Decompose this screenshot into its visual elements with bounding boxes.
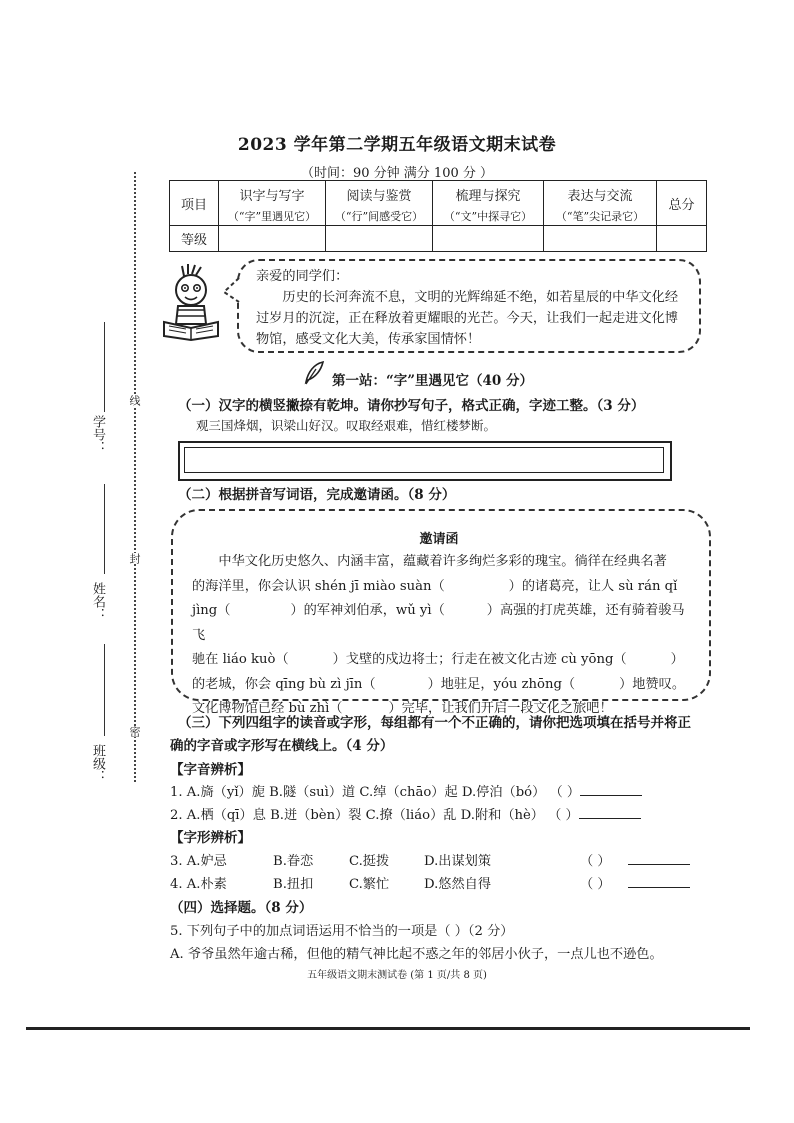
invite-text: ） — [670, 652, 684, 667]
q3-r4-b: B.扭扣 — [273, 877, 314, 892]
grade-cell-reading[interactable] — [326, 226, 433, 252]
invite-text: 文化博物馆已经 bù zhì（ — [192, 701, 343, 716]
seal-char-xian: 线 — [128, 395, 141, 406]
q3-r4-c: C.繁忙 — [349, 877, 390, 892]
score-table — [169, 180, 707, 252]
name-field[interactable] — [104, 484, 105, 574]
q5-option-a: A. 爷爷虽然年逾古稀，但他的精气神比起不惑之年的邻居小伙子，一点儿也不逊色。 — [170, 947, 663, 962]
q3-row-2 — [170, 804, 641, 823]
invitation-title: 邀请函 — [419, 532, 459, 547]
q3-row1-answer-line[interactable] — [580, 783, 642, 796]
table-header-literacy: 识字与写字 — [219, 181, 326, 208]
name-label: 姓名： — [90, 582, 105, 621]
seal-char-feng: 封 — [128, 553, 141, 564]
invite-text: ）完毕，让我们开启一段文化之旅吧！ — [388, 701, 613, 716]
invite-text: jìng（ — [192, 603, 231, 618]
grade-cell-literacy[interactable] — [219, 226, 326, 252]
invite-line — [192, 648, 692, 673]
copy-writing-area[interactable] — [184, 447, 664, 473]
invite-text: ）地驻足，yóu zhōng（ — [427, 676, 576, 692]
q3-r3-d: D.出谋划策 — [424, 854, 492, 869]
q3-heading-line1: （三）下列四组字的读音或字形，每组都有一个不正确的，请你把选项填在括号并将正 — [178, 715, 691, 731]
q3-row4-answer-line[interactable] — [628, 875, 690, 888]
table-header-reading: 阅读与鉴赏 — [326, 181, 433, 208]
exam-subtitle: （时间：90 分钟 满分 100 分 ） — [300, 166, 494, 181]
q3-r3-a: 3. A.妒忌 — [170, 854, 227, 869]
q1-sentence: 观三国烽烟，识梁山好汉。叹取经艰难，惜红楼梦断。 — [196, 418, 497, 433]
invite-text: 的老城，你会 qīng bù zì jīn（ — [192, 676, 376, 692]
invite-text: ）高强的打虎英雄，还有骑着骏马飞 — [192, 603, 685, 643]
invite-line — [192, 575, 692, 600]
table-grade-label: 等级 — [170, 226, 219, 252]
table-header-expression: 表达与交流 — [544, 181, 657, 208]
invite-line — [192, 599, 692, 648]
feather-pen-icon — [302, 360, 326, 386]
q3-r3-c: C.挺拨 — [349, 854, 390, 869]
q4-heading: （四）选择题。（8 分） — [170, 900, 313, 916]
invite-text: ）的诸葛亮，让人 sù rán qǐ — [508, 578, 678, 594]
greeting-body: 历史的长河奔流不息，文明的光辉绵延不绝，如若星辰的中华文化经过岁月的沉淀，正在释放着更耀眼的光芒。今天，让我们一起走进文化博物馆，感受文化大美，传承家国情怀！ — [256, 290, 679, 347]
q3-row1-text: 1. A.旖（yǐ）旎 B.隧（suì）道 C.绰（chāo）起 D.停泊（bó） （ ） — [170, 785, 581, 800]
table-header-item: 项目 — [170, 181, 219, 226]
q5-question: 5. 下列句子中的加点词语运用不恰当的一项是（ ）（2 分） — [170, 924, 514, 939]
q3-r4-d: D.悠然自得 — [424, 877, 492, 892]
q3-sub-pronunciation: 【字音辨析】 — [170, 762, 251, 778]
table-sub-literacy: （“字”里遇见它） — [219, 207, 326, 226]
invite-text: 的海洋里，你会认识 shén jī miào suàn（ — [192, 578, 445, 594]
grade-cell-expression[interactable] — [544, 226, 657, 252]
q3-row-1 — [170, 781, 642, 800]
invite-text: ）戈壁的戍边将士；行走在被文化古迹 cù yōng（ — [332, 652, 627, 667]
grade-cell-total[interactable] — [657, 226, 707, 252]
seal-char-mi: 密 — [128, 726, 141, 737]
student-id-label: 学号： — [90, 415, 105, 454]
q1-heading: （一）汉字的横竖撇捺有乾坤。请你抄写句子，格式正确，字迹工整。（3 分） — [178, 398, 645, 414]
q3-row2-text: 2. A.栖（qī）息 B.迸（bèn）裂 C.撩（liáo）乱 D.附和（hè） （ ） — [170, 808, 579, 823]
q3-sub-form: 【字形辨析】 — [170, 830, 251, 846]
q3-row3-answer-line[interactable] — [628, 852, 690, 865]
invite-line — [192, 673, 692, 698]
invite-text: ）地赞叹。 — [619, 676, 686, 692]
table-sub-expression: （“笔”尖记录它） — [544, 207, 657, 226]
invite-text: 驰在 liáo kuò（ — [192, 652, 289, 667]
student-id-field[interactable] — [104, 322, 105, 412]
bottom-rule — [26, 1027, 750, 1030]
table-header-total: 总分 — [657, 181, 707, 226]
binding-dotted-line — [134, 172, 136, 782]
q3-r3-b: B.眷恋 — [273, 854, 314, 869]
q3-heading-line2: 确的字音或字形写在横线上。（4 分） — [170, 738, 394, 754]
page-footer: 五年级语文期末测试卷 (第 1 页/共 8 页) — [307, 970, 487, 981]
class-label: 班级： — [90, 744, 105, 783]
invitation-body — [192, 550, 692, 722]
table-sub-inquiry: （“文”中探寻它） — [433, 207, 544, 226]
q3-row2-answer-line[interactable] — [579, 806, 641, 819]
bubble-tail — [222, 276, 242, 306]
station-title: 第一站：“字”里遇见它（40 分） — [332, 373, 534, 389]
q2-heading: （二）根据拼音写词语，完成邀请函。（8 分） — [178, 487, 456, 503]
q3-r4-bracket[interactable]: （ ） — [580, 877, 611, 892]
reading-boy-illustration — [160, 262, 230, 342]
exam-title: 2023 学年第二学期五年级语文期末试卷 — [237, 135, 557, 155]
greeting-text — [256, 266, 686, 350]
q3-r3-bracket[interactable]: （ ） — [580, 854, 611, 869]
grade-cell-inquiry[interactable] — [433, 226, 544, 252]
invite-text: ）的军神刘伯承，wǔ yì（ — [290, 603, 445, 618]
table-header-inquiry: 梳理与探究 — [433, 181, 544, 208]
greeting-salutation: 亲爱的同学们： — [256, 269, 349, 284]
q3-r4-a: 4. A.朴素 — [170, 877, 227, 892]
invite-line: 中华文化历史悠久、内涵丰富，蕴藏着许多绚烂多彩的瑰宝。徜徉在经典名著 — [218, 554, 667, 569]
table-sub-reading: （“行”间感受它） — [326, 207, 433, 226]
class-field[interactable] — [104, 644, 105, 736]
